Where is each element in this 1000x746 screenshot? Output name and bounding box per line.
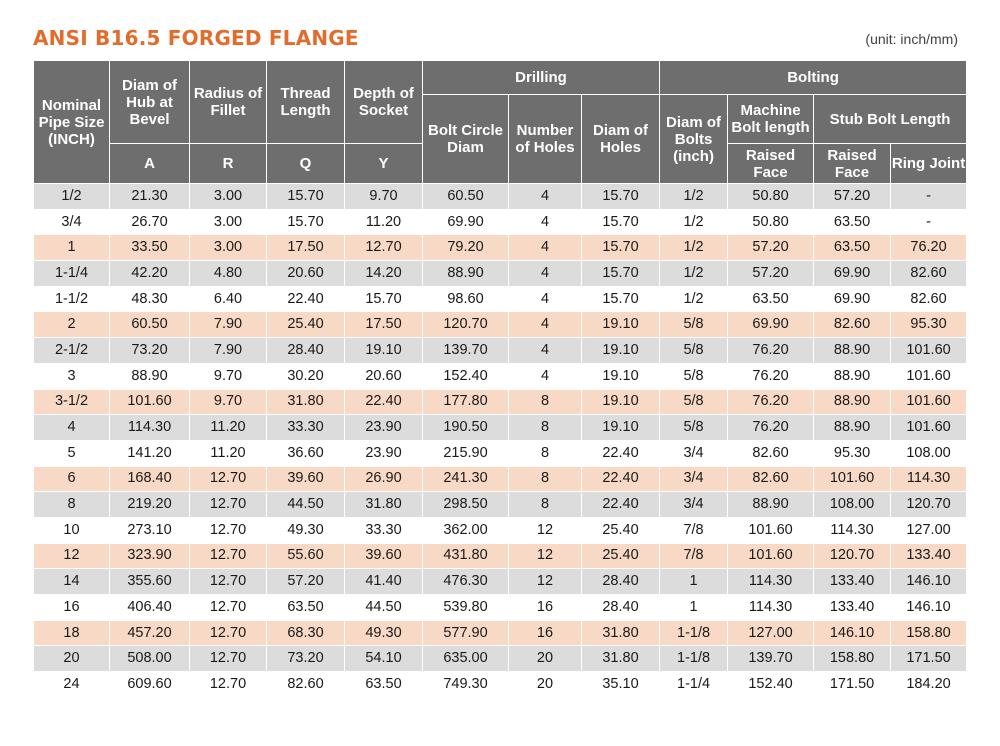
table-cell: 114.30 [728,569,814,595]
table-cell: 69.90 [814,286,891,312]
table-row [34,363,967,389]
table-cell: 19.10 [582,415,660,441]
table-cell: 10 [34,517,110,543]
table-cell: 50.80 [728,209,814,235]
table-cell: - [891,184,967,210]
table-cell: 2-1/2 [34,338,110,364]
table-cell: 1/2 [660,184,728,210]
table-cell: 146.10 [891,569,967,595]
table-cell: 88.90 [814,338,891,364]
table-row [34,415,967,441]
table-row [34,184,967,210]
table-cell: 88.90 [423,261,509,287]
table-cell: 31.80 [345,492,423,518]
table-cell: 431.80 [423,543,509,569]
table-cell: 31.80 [582,646,660,672]
table-cell: 12.70 [190,620,267,646]
table-cell: 4 [509,286,582,312]
table-cell: 49.30 [345,620,423,646]
table-cell: 5/8 [660,363,728,389]
table-cell: 69.90 [423,209,509,235]
table-cell: 120.70 [423,312,509,338]
header-hub-diameter: Diam of Hub at Bevel [110,61,190,144]
table-cell: 3/4 [660,466,728,492]
table-cell: 171.50 [814,672,891,698]
table-cell: 539.80 [423,595,509,621]
table-cell: 3/4 [660,440,728,466]
table-cell: 177.80 [423,389,509,415]
table-cell: 82.60 [814,312,891,338]
table-cell: 9.70 [190,389,267,415]
table-cell: 12.70 [345,235,423,261]
table-cell: 88.90 [814,389,891,415]
table-cell: - [891,209,967,235]
table-cell: 609.60 [110,672,190,698]
header-diam-holes: Diam of Holes [582,95,660,184]
header-diam-bolts: Diam of Bolts (inch) [660,95,728,184]
table-cell: 133.40 [814,569,891,595]
table-cell: 1/2 [660,209,728,235]
table-cell: 14.20 [345,261,423,287]
table-cell: 15.70 [267,184,345,210]
table-cell: 12 [509,517,582,543]
table-row [34,389,967,415]
table-cell: 14 [34,569,110,595]
table-cell: 152.40 [423,363,509,389]
table-cell: 355.60 [110,569,190,595]
table-cell: 44.50 [345,595,423,621]
table-cell: 1-1/4 [660,672,728,698]
table-cell: 55.60 [267,543,345,569]
header-number-holes: Number of Holes [509,95,582,184]
table-cell: 4 [509,209,582,235]
table-cell: 4 [34,415,110,441]
table-cell: 101.60 [891,415,967,441]
table-cell: 127.00 [891,517,967,543]
table-cell: 9.70 [345,184,423,210]
table-cell: 25.40 [267,312,345,338]
table-cell: 114.30 [110,415,190,441]
table-cell: 88.90 [814,363,891,389]
table-cell: 15.70 [582,286,660,312]
table-cell: 139.70 [728,646,814,672]
table-cell: 101.60 [891,363,967,389]
table-cell: 1/2 [660,286,728,312]
table-cell: 12 [509,543,582,569]
table-cell: 101.60 [728,543,814,569]
table-row [34,492,967,518]
table-cell: 508.00 [110,646,190,672]
table-cell: 19.10 [582,338,660,364]
table-cell: 48.30 [110,286,190,312]
table-cell: 323.90 [110,543,190,569]
table-row [34,209,967,235]
table-cell: 4 [509,261,582,287]
table-cell: 16 [34,595,110,621]
table-cell: 114.30 [891,466,967,492]
header-y: Y [345,144,423,184]
table-cell: 60.50 [423,184,509,210]
table-cell: 5/8 [660,312,728,338]
table-cell: 1 [660,569,728,595]
table-cell: 31.80 [582,620,660,646]
table-cell: 33.50 [110,235,190,261]
table-cell: 158.80 [814,646,891,672]
table-cell: 69.90 [814,261,891,287]
table-cell: 63.50 [814,235,891,261]
table-cell: 22.40 [582,466,660,492]
table-cell: 76.20 [728,389,814,415]
table-cell: 190.50 [423,415,509,441]
table-cell: 8 [509,466,582,492]
table-cell: 8 [509,389,582,415]
table-cell: 12.70 [190,492,267,518]
table-cell: 749.30 [423,672,509,698]
table-cell: 114.30 [728,595,814,621]
table-cell: 22.40 [582,492,660,518]
table-cell: 5/8 [660,415,728,441]
table-cell: 362.00 [423,517,509,543]
table-cell: 1-1/4 [34,261,110,287]
table-cell: 3/4 [660,492,728,518]
table-cell: 17.50 [345,312,423,338]
table-cell: 98.60 [423,286,509,312]
table-cell: 23.90 [345,415,423,441]
table-cell: 19.10 [582,389,660,415]
table-cell: 23.90 [345,440,423,466]
table-cell: 57.20 [728,261,814,287]
table-cell: 25.40 [582,517,660,543]
table-cell: 33.30 [345,517,423,543]
table-cell: 5/8 [660,389,728,415]
table-cell: 5 [34,440,110,466]
table-cell: 241.30 [423,466,509,492]
table-cell: 9.70 [190,363,267,389]
table-cell: 141.20 [110,440,190,466]
table-cell: 88.90 [728,492,814,518]
header-bolting: Bolting [660,61,967,95]
table-cell: 82.60 [728,466,814,492]
table-row [34,517,967,543]
table-cell: 16 [509,595,582,621]
table-cell: 457.20 [110,620,190,646]
header-bolt-circle: Bolt Circle Diam [423,95,509,184]
table-cell: 31.80 [267,389,345,415]
table-cell: 108.00 [891,440,967,466]
table-cell: 79.20 [423,235,509,261]
table-cell: 26.70 [110,209,190,235]
table-cell: 114.30 [814,517,891,543]
table-cell: 3.00 [190,184,267,210]
table-cell: 11.20 [190,440,267,466]
table-cell: 44.50 [267,492,345,518]
table-cell: 76.20 [728,363,814,389]
table-row [34,338,967,364]
header-stub-bolt: Stub Bolt Length [814,95,967,144]
table-cell: 127.00 [728,620,814,646]
table-cell: 82.60 [891,286,967,312]
table-cell: 57.20 [728,235,814,261]
table-cell: 35.10 [582,672,660,698]
table-cell: 3.00 [190,235,267,261]
table-cell: 28.40 [267,338,345,364]
table-cell: 219.20 [110,492,190,518]
table-cell: 82.60 [267,672,345,698]
table-cell: 57.20 [267,569,345,595]
table-cell: 39.60 [267,466,345,492]
unit-note: (unit: inch/mm) [865,31,958,47]
header-thread-length: Thread Length [267,61,345,144]
table-row [34,646,967,672]
table-cell: 3-1/2 [34,389,110,415]
table-cell: 82.60 [728,440,814,466]
header-nominal-pipe-size: Nominal Pipe Size (INCH) [34,61,110,184]
table-cell: 11.20 [190,415,267,441]
table-cell: 24 [34,672,110,698]
table-cell: 3 [34,363,110,389]
table-cell: 22.40 [267,286,345,312]
table-cell: 60.50 [110,312,190,338]
table-cell: 101.60 [891,389,967,415]
table-cell: 12.70 [190,569,267,595]
table-cell: 298.50 [423,492,509,518]
table-cell: 11.20 [345,209,423,235]
header-raised-face-stub: Raised Face [814,144,891,184]
header-drilling: Drilling [423,61,660,95]
table-row [34,235,967,261]
table-cell: 19.10 [582,312,660,338]
table-cell: 101.60 [814,466,891,492]
table-cell: 1/2 [34,184,110,210]
table-cell: 101.60 [728,517,814,543]
table-cell: 39.60 [345,543,423,569]
table-cell: 12 [509,569,582,595]
table-cell: 76.20 [891,235,967,261]
table-cell: 3/4 [34,209,110,235]
table-row [34,466,967,492]
table-cell: 8 [34,492,110,518]
table-cell: 273.10 [110,517,190,543]
table-cell: 30.20 [267,363,345,389]
table-cell: 168.40 [110,466,190,492]
table-cell: 15.70 [582,184,660,210]
table-cell: 63.50 [728,286,814,312]
table-cell: 2 [34,312,110,338]
table-cell: 1-1/8 [660,646,728,672]
table-cell: 88.90 [814,415,891,441]
table-cell: 7.90 [190,338,267,364]
table-cell: 26.90 [345,466,423,492]
table-cell: 21.30 [110,184,190,210]
table-cell: 15.70 [582,261,660,287]
table-cell: 68.30 [267,620,345,646]
table-cell: 120.70 [814,543,891,569]
table-cell: 12.70 [190,646,267,672]
table-row [34,620,967,646]
table-cell: 8 [509,492,582,518]
table-cell: 20 [509,646,582,672]
table-row [34,543,967,569]
table-cell: 101.60 [110,389,190,415]
header-radius-fillet: Radius of Fillet [190,61,267,144]
table-cell: 18 [34,620,110,646]
flange-table [33,60,967,698]
table-cell: 95.30 [891,312,967,338]
table-cell: 7/8 [660,543,728,569]
table-row [34,569,967,595]
table-cell: 406.40 [110,595,190,621]
page-title: ANSI B16.5 FORGED FLANGE [33,26,359,50]
table-cell: 28.40 [582,569,660,595]
header-r: R [190,144,267,184]
table-cell: 1-1/2 [34,286,110,312]
table-cell: 12 [34,543,110,569]
table-cell: 171.50 [891,646,967,672]
table-cell: 57.20 [814,184,891,210]
table-cell: 4 [509,312,582,338]
table-cell: 82.60 [891,261,967,287]
table-cell: 476.30 [423,569,509,595]
table-cell: 41.40 [345,569,423,595]
table-cell: 108.00 [814,492,891,518]
table-cell: 20 [34,646,110,672]
table-cell: 4 [509,338,582,364]
table-cell: 63.50 [345,672,423,698]
table-cell: 8 [509,415,582,441]
table-cell: 63.50 [814,209,891,235]
table-cell: 20.60 [267,261,345,287]
table-cell: 12.70 [190,595,267,621]
table-cell: 4 [509,184,582,210]
table-cell: 12.70 [190,543,267,569]
table-row [34,595,967,621]
table-cell: 139.70 [423,338,509,364]
table-cell: 33.30 [267,415,345,441]
table-header [34,61,967,184]
header-ring-joint: Ring Joint [891,144,967,184]
table-cell: 73.20 [110,338,190,364]
table-cell: 5/8 [660,338,728,364]
table-cell: 146.10 [814,620,891,646]
table-cell: 50.80 [728,184,814,210]
table-cell: 54.10 [345,646,423,672]
table-cell: 49.30 [267,517,345,543]
table-cell: 7.90 [190,312,267,338]
header-depth-socket: Depth of Socket [345,61,423,144]
table-cell: 22.40 [582,440,660,466]
table-cell: 16 [509,620,582,646]
table-cell: 4.80 [190,261,267,287]
table-cell: 152.40 [728,672,814,698]
table-cell: 12.70 [190,517,267,543]
table-cell: 1/2 [660,235,728,261]
table-cell: 42.20 [110,261,190,287]
table-cell: 20.60 [345,363,423,389]
table-cell: 76.20 [728,415,814,441]
table-cell: 36.60 [267,440,345,466]
table-cell: 15.70 [582,235,660,261]
header-raised-face-machine: Raised Face [728,144,814,184]
table-cell: 28.40 [582,595,660,621]
table-row [34,261,967,287]
table-cell: 635.00 [423,646,509,672]
table-cell: 184.20 [891,672,967,698]
table-cell: 76.20 [728,338,814,364]
table-cell: 146.10 [891,595,967,621]
table-cell: 15.70 [267,209,345,235]
header-q: Q [267,144,345,184]
table-cell: 4 [509,235,582,261]
table-cell: 88.90 [110,363,190,389]
table-cell: 215.90 [423,440,509,466]
table-cell: 577.90 [423,620,509,646]
table-cell: 22.40 [345,389,423,415]
table-cell: 25.40 [582,543,660,569]
table-cell: 17.50 [267,235,345,261]
table-cell: 1 [34,235,110,261]
table-cell: 6 [34,466,110,492]
table-row [34,286,967,312]
table-row [34,672,967,698]
table-cell: 133.40 [891,543,967,569]
table-row [34,312,967,338]
header-a: A [110,144,190,184]
table-cell: 1-1/8 [660,620,728,646]
table-cell: 101.60 [891,338,967,364]
table-cell: 1/2 [660,261,728,287]
header-machine-bolt: Machine Bolt length [728,95,814,144]
table-cell: 120.70 [891,492,967,518]
table-cell: 15.70 [582,209,660,235]
table-cell: 7/8 [660,517,728,543]
table-cell: 4 [509,363,582,389]
table-cell: 63.50 [267,595,345,621]
table-cell: 133.40 [814,595,891,621]
table-cell: 158.80 [891,620,967,646]
table-cell: 19.10 [345,338,423,364]
table-cell: 12.70 [190,466,267,492]
table-cell: 3.00 [190,209,267,235]
table-row [34,440,967,466]
table-cell: 20 [509,672,582,698]
table-cell: 19.10 [582,363,660,389]
table-cell: 15.70 [345,286,423,312]
table-cell: 73.20 [267,646,345,672]
table-cell: 12.70 [190,672,267,698]
table-cell: 6.40 [190,286,267,312]
table-cell: 95.30 [814,440,891,466]
table-body [34,184,967,698]
table-cell: 69.90 [728,312,814,338]
table-cell: 8 [509,440,582,466]
table-cell: 1 [660,595,728,621]
